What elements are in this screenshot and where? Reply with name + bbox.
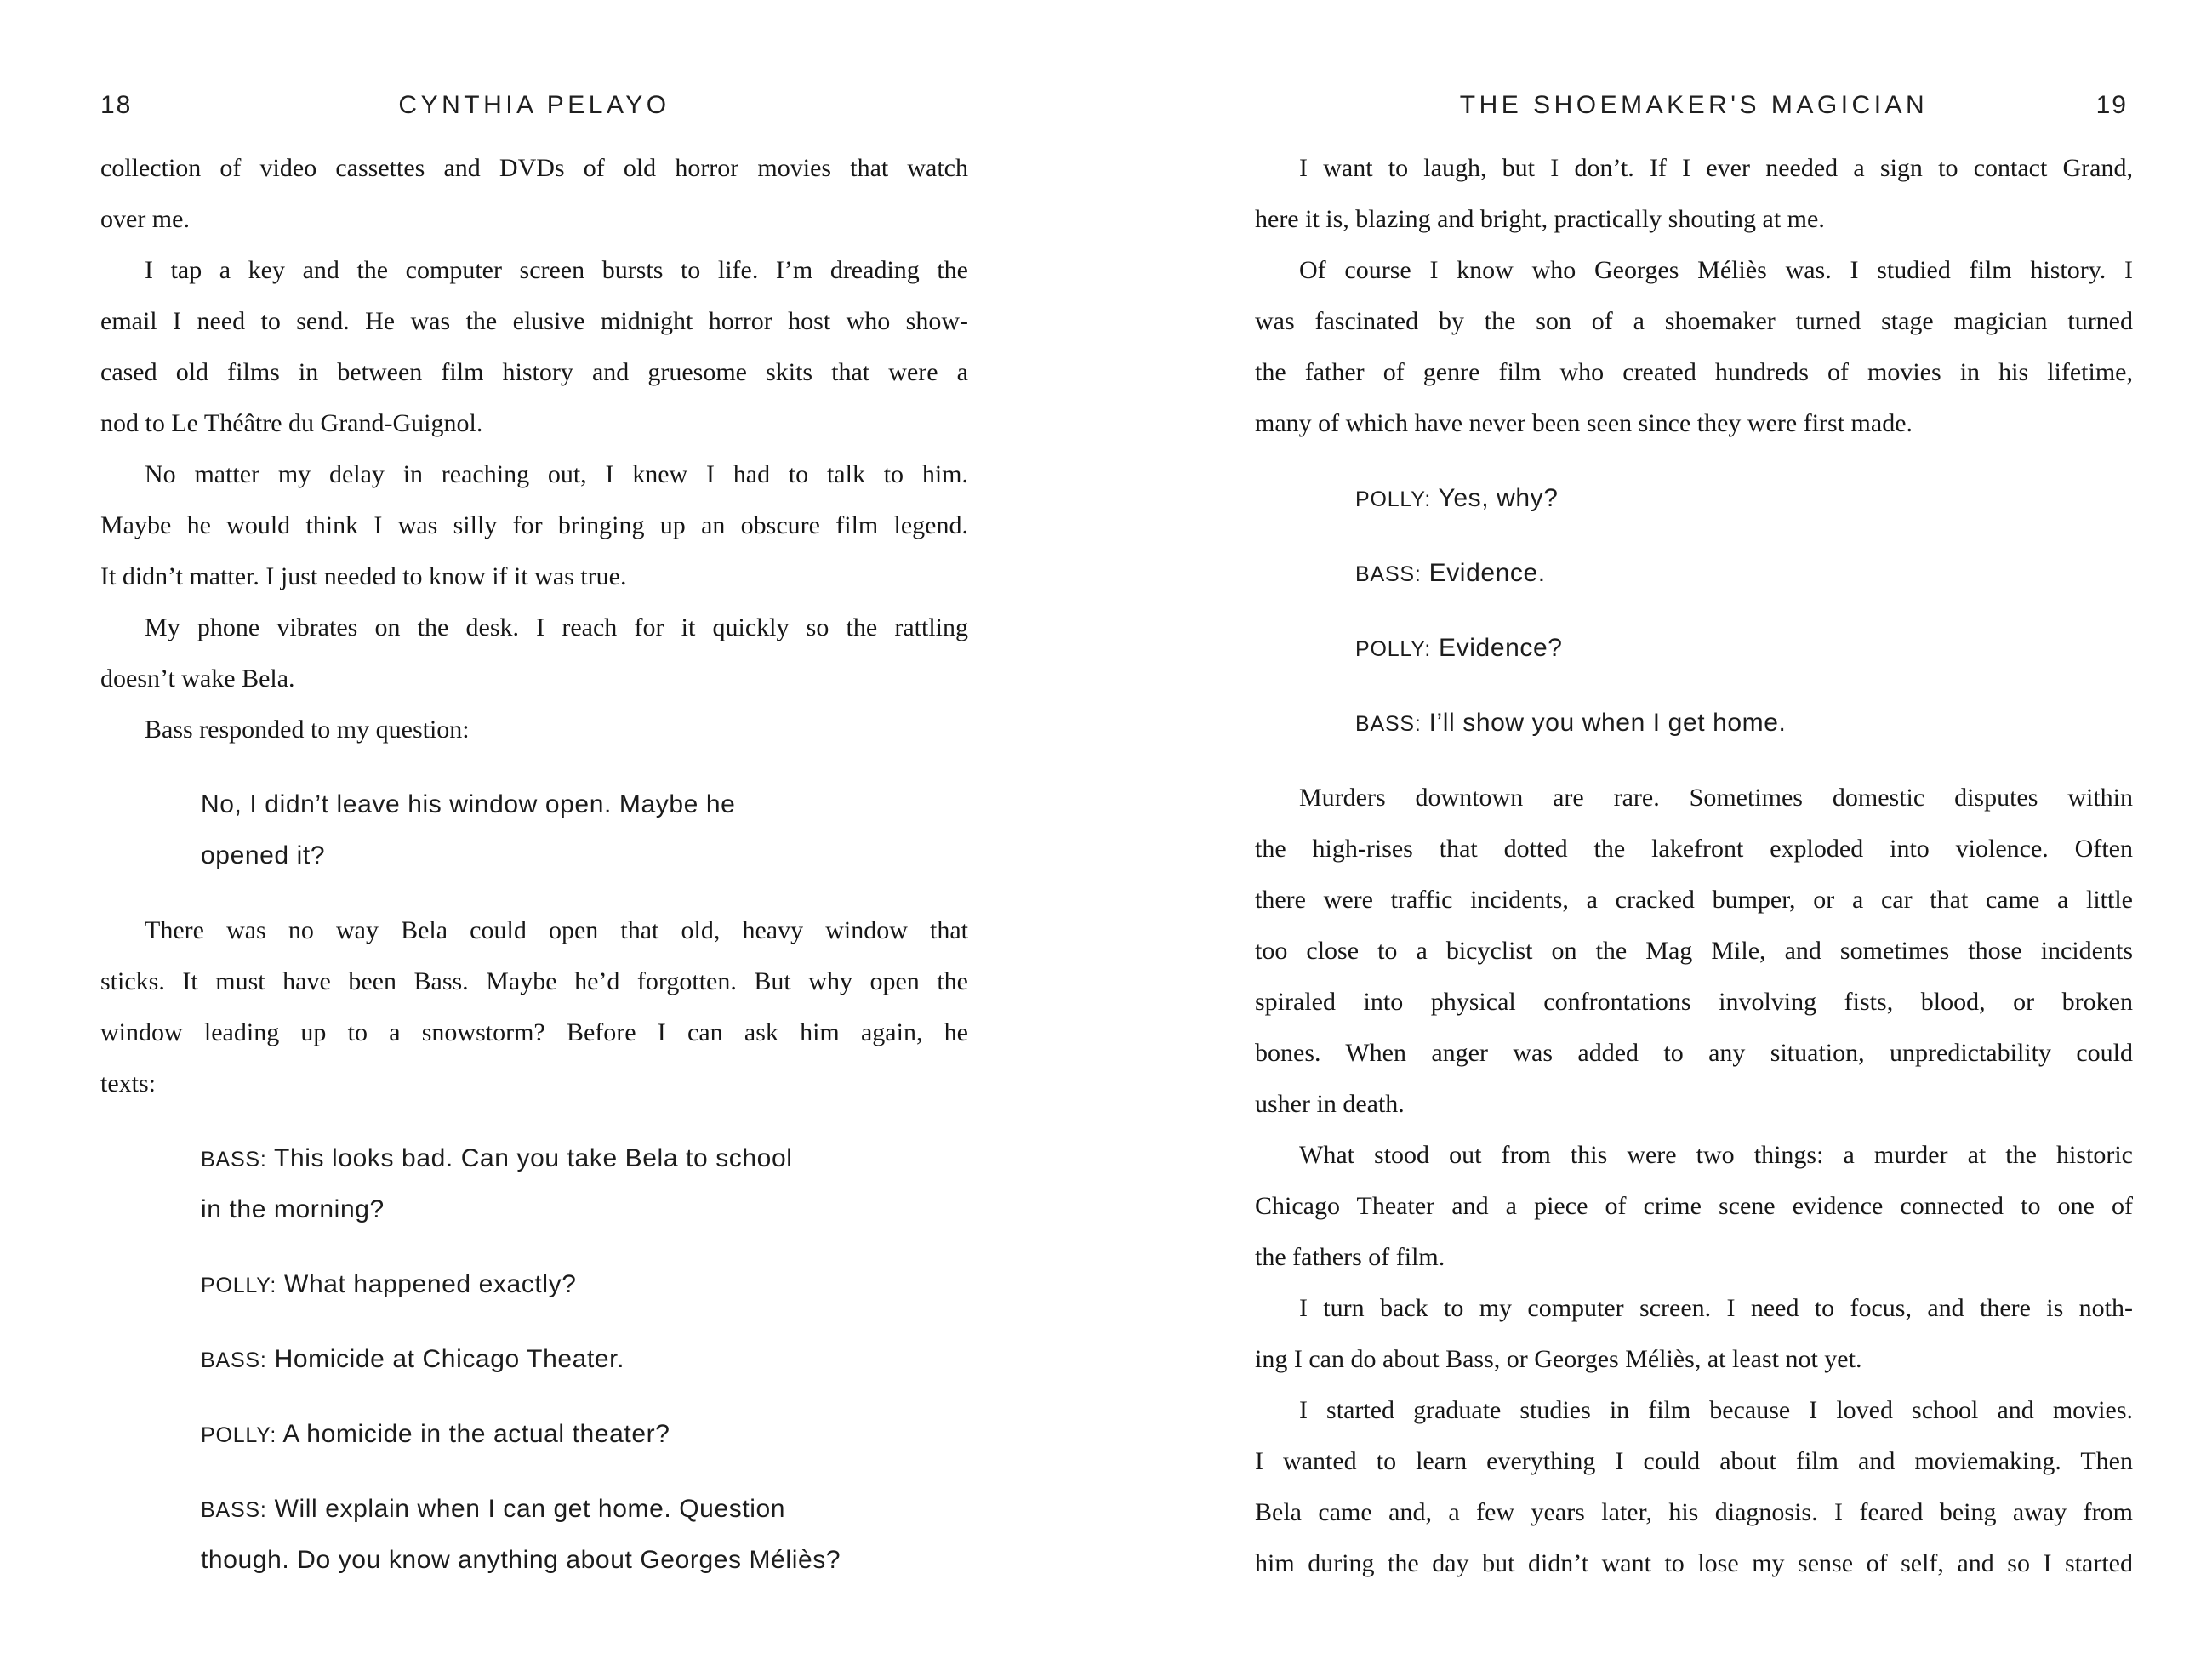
text-line: Of course I know who Georges Méliès was. I studied film history. I [1299,256,2133,284]
text-line: email I need to send. He was the elusive midnight horror host who show- [100,307,968,335]
sender-label: POLLY: [1355,637,1432,661]
text-line: was fascinated by the son of a shoemaker turned stage magician turned [1255,307,2133,335]
text-line: there were traffic incidents, a cracked bumper, or a car that came a little [1255,886,2133,914]
running-head-author: CYNTHIA PELAYO [398,91,670,119]
text-line: here it is, blazing and bright, practically shouting at me. [1255,205,1825,233]
paragraph [1255,1283,2133,1385]
text-line: I started graduate studies in film because I loved school and movies. [1299,1396,2133,1424]
paragraph [100,602,968,704]
page-body-right [1255,0,2133,1589]
text-line: I want to laugh, but I don’t. If I ever needed a sign to contact Grand, [1299,154,2133,182]
page-number: 18 [100,91,133,119]
running-header-right [1255,87,2133,124]
text-message [1355,698,2133,749]
text-line: POLLY: What happened exactly? [201,1270,577,1298]
text-message [201,1484,968,1586]
text-line: him during the day but didn’t want to lose my sense of self, and so I started [1255,1549,2133,1577]
page-number: 19 [2095,91,2128,119]
text-line: My phone vibrates on the desk. I reach for it quickly so the rattling [145,613,968,641]
text-line: in the morning? [201,1195,385,1223]
text-line: the high-rises that dotted the lakefront exploded into violence. Often [1255,835,2133,863]
text-line: I wanted to learn everything I could about film and moviemaking. Then [1255,1447,2133,1475]
text-line: opened it? [201,841,326,869]
text-line: Bela came and, a few years later, his diagnosis. I feared being away from [1255,1498,2133,1526]
text-line: ing I can do about Bass, or Georges Méliès, at least not yet. [1255,1345,1862,1373]
paragraph [100,245,968,449]
text-line: many of which have never been seen since they were first made. [1255,409,1913,437]
running-header-left [100,87,968,124]
text-message [201,1133,968,1235]
text-line: bones. When anger was added to any situation, unpredictability could [1255,1039,2133,1067]
paragraph [1255,245,2133,449]
text-line: No, I didn’t leave his window open. Maybe he [201,790,736,818]
text-line: Bass responded to my question: [145,715,470,744]
text-message [201,779,968,881]
paragraph [1255,772,2133,1130]
paragraph [1255,1385,2133,1589]
text-line: BASS: I’ll show you when I get home. [1355,709,1787,737]
paragraph [100,143,968,245]
text-line: the fathers of film. [1255,1243,1445,1271]
text-line: though. Do you know anything about Georges Méliès? [201,1546,841,1574]
paragraph [1255,143,2133,245]
text-line: cased old films in between film history and gruesome skits that were a [100,358,968,386]
text-line: It didn’t matter. I just needed to know if it was true. [100,562,627,590]
text-message [201,1409,968,1460]
text-line: BASS: Evidence. [1355,559,1546,587]
sender-label: BASS: [1355,562,1422,586]
book-page-left [100,0,968,1659]
text-line: too close to a bicyclist on the Mag Mile, and sometimes those incidents [1255,937,2133,965]
text-line: window leading up to a snowstorm? Before I can ask him again, he [100,1018,968,1046]
text-line: POLLY: A homicide in the actual theater? [201,1420,670,1448]
text-line: BASS: Homicide at Chicago Theater. [201,1345,625,1373]
sender-label: BASS: [201,1148,267,1172]
text-line: nod to Le Théâtre du Grand-Guignol. [100,409,483,437]
text-line: No matter my delay in reaching out, I knew I had to talk to him. [145,460,968,488]
running-head-title: THE SHOEMAKER'S MAGICIAN [1459,91,1929,119]
text-message [1355,623,2133,674]
paragraph [1255,1130,2133,1283]
text-line: POLLY: Evidence? [1355,634,1563,662]
text-line: What stood out from this were two things: a murder at the historic [1299,1141,2133,1169]
sender-label: POLLY: [201,1423,277,1447]
text-message [201,1259,968,1310]
book-page-right [1255,0,2133,1659]
sender-label: POLLY: [1355,487,1432,511]
text-line: I tap a key and the computer screen bursts to life. I’m dreading the [145,256,968,284]
text-line: POLLY: Yes, why? [1355,484,1559,512]
text-line: There was no way Bela could open that old, heavy window that [145,916,968,944]
sender-label: BASS: [201,1348,267,1372]
text-line: the father of genre film who created hundreds of movies in his lifetime, [1255,358,2133,386]
paragraph [100,905,968,1109]
text-line: spiraled into physical confrontations involving fists, blood, or broken [1255,988,2133,1016]
text-line: texts: [100,1069,156,1097]
text-line: collection of video cassettes and DVDs of old horror movies that watch [100,154,968,182]
text-line: I turn back to my computer screen. I need to focus, and there is noth- [1299,1294,2133,1322]
paragraph [100,704,968,755]
text-message [1355,473,2133,524]
text-line: Murders downtown are rare. Sometimes domestic disputes within [1299,784,2133,812]
sender-label: BASS: [1355,712,1422,736]
text-line: sticks. It must have been Bass. Maybe he’d forgotten. But why open the [100,967,968,995]
text-line: Maybe he would think I was silly for bringing up an obscure film legend. [100,511,968,539]
text-line: usher in death. [1255,1090,1405,1118]
sender-label: POLLY: [201,1274,277,1297]
text-line: BASS: Will explain when I can get home. Question [201,1495,786,1523]
text-message [1355,548,2133,599]
text-line: BASS: This looks bad. Can you take Bela to school [201,1144,793,1172]
paragraph [100,449,968,602]
text-line: over me. [100,205,190,233]
text-line: Chicago Theater and a piece of crime scene evidence connected to one of [1255,1192,2133,1220]
sender-label: BASS: [201,1498,267,1522]
page-body-left [100,0,968,1586]
text-message [201,1334,968,1385]
text-line: doesn’t wake Bela. [100,664,295,693]
